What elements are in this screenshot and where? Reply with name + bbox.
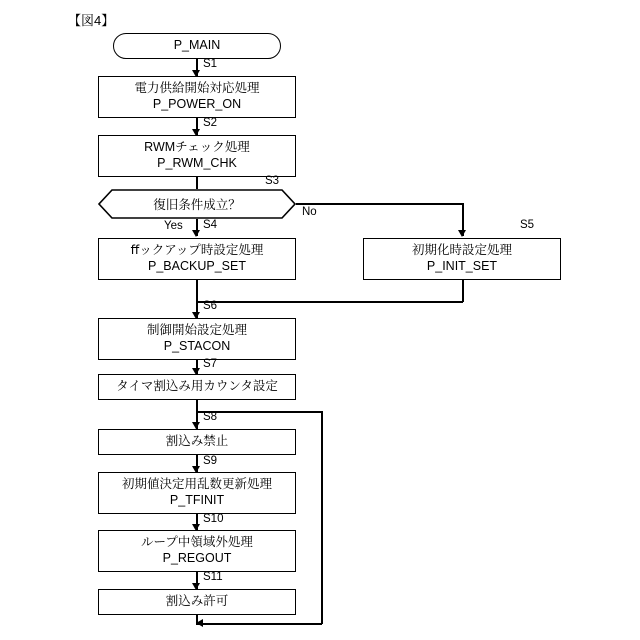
node-s3-label: 復旧条件成立？ xyxy=(153,198,241,212)
node-s7 xyxy=(98,374,296,400)
step-label-s5: S5 xyxy=(520,219,535,231)
node-s1-line1: 電力供給開始対応処理 xyxy=(134,81,260,96)
node-s2 xyxy=(98,135,296,177)
node-s6-line1: 制御開始設定処理 xyxy=(146,323,247,338)
step-label-s2: S2 xyxy=(203,117,218,129)
connector-s3-no-horizontal xyxy=(296,203,463,205)
node-s4-line1: ﬀックアップ時設定処理 xyxy=(130,243,264,258)
arrowhead-s4 xyxy=(192,230,200,237)
node-s9-line2: P_TFINIT xyxy=(169,493,225,507)
connector-merge-horizontal xyxy=(196,301,463,303)
arrowhead-s5 xyxy=(458,230,466,237)
node-s4-line2: P_BACKUP_SET xyxy=(148,259,246,273)
step-label-s8: S8 xyxy=(203,411,218,423)
figure-label: 【図4】 xyxy=(68,13,115,28)
node-s4 xyxy=(98,238,296,280)
node-p-main xyxy=(113,33,281,59)
step-label-s7: S7 xyxy=(203,358,218,370)
node-s5 xyxy=(363,238,561,280)
node-p-main-label: P_MAIN xyxy=(173,38,221,53)
connector-s2-s3 xyxy=(196,177,198,189)
node-s5-line1: 初期化時設定処理 xyxy=(411,243,512,258)
step-label-s6: S6 xyxy=(203,300,218,312)
node-s2-line2: P_RWM_CHK xyxy=(157,156,237,170)
node-s6-line2: P_STACON xyxy=(163,339,231,353)
loop-return-vertical xyxy=(321,411,323,624)
arrowhead-s8 xyxy=(192,422,200,429)
loop-return-bottom-horizontal xyxy=(196,623,322,625)
step-label-s9: S9 xyxy=(203,455,218,467)
branch-label-no: No xyxy=(302,206,317,218)
step-label-s10: S10 xyxy=(203,513,224,525)
node-s10-line2: P_REGOUT xyxy=(162,551,232,565)
connector-s5-down xyxy=(462,280,464,302)
node-s10 xyxy=(98,530,296,572)
node-s2-line1: RWMチェック処理 xyxy=(144,140,250,155)
node-s5-line2: P_INIT_SET xyxy=(426,259,498,273)
node-s3-decision xyxy=(98,189,296,219)
node-s11-label: 割込み許可 xyxy=(165,594,229,609)
connector-s4-down xyxy=(196,280,198,302)
node-s8 xyxy=(98,429,296,455)
node-s1 xyxy=(98,76,296,118)
node-s11 xyxy=(98,589,296,615)
branch-label-yes: Yes xyxy=(164,220,183,232)
node-s9 xyxy=(98,472,296,514)
node-s9-line1: 初期値決定用乱数更新処理 xyxy=(121,477,272,492)
node-s6 xyxy=(98,318,296,360)
step-label-s11: S11 xyxy=(203,571,223,583)
node-s8-label: 割込み禁止 xyxy=(165,434,229,449)
step-label-s4: S4 xyxy=(203,219,218,231)
step-label-s3: S3 xyxy=(265,175,280,187)
connector-s11-loop xyxy=(196,615,198,624)
node-s10-line1: ループ中領域外処理 xyxy=(141,535,253,550)
step-label-s1: S1 xyxy=(203,58,218,70)
node-s7-label: タイマ割込み用カウンタ設定 xyxy=(116,379,278,394)
node-s1-line2: P_POWER_ON xyxy=(152,97,242,111)
